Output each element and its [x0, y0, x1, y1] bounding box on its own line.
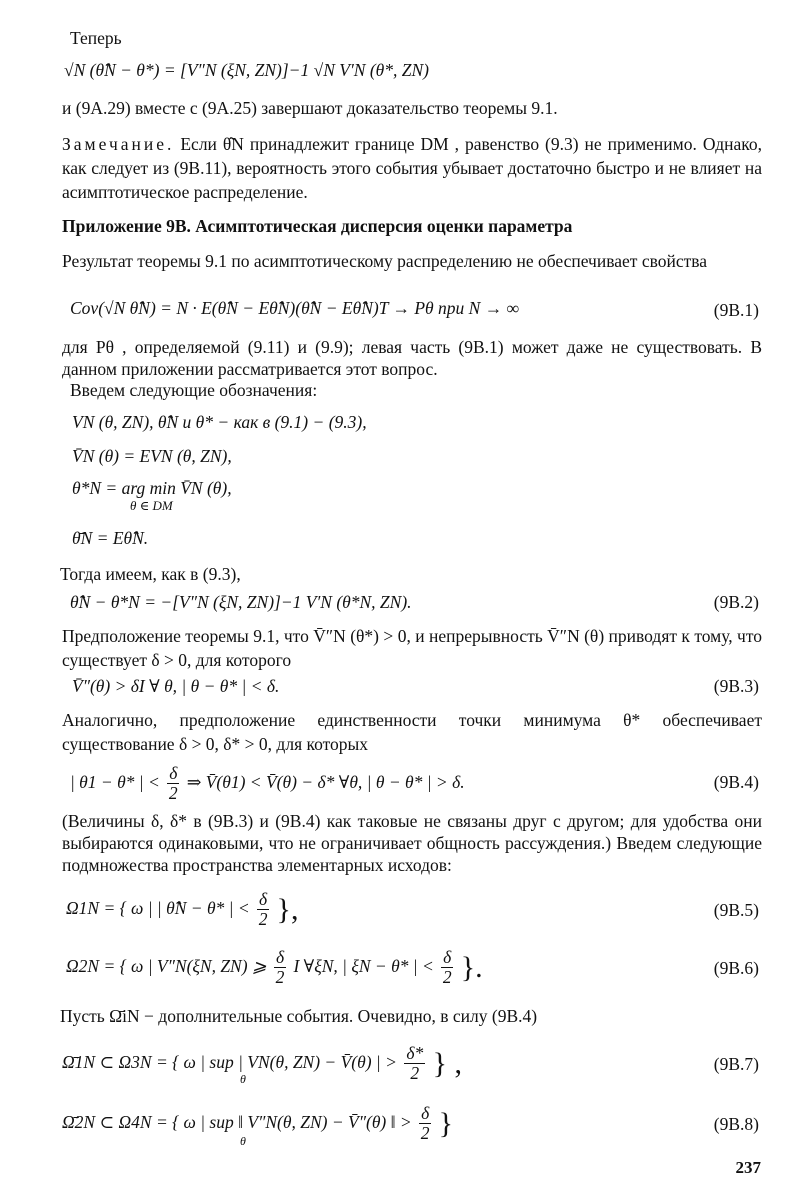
text-line: Введем следующие обозначения: [70, 380, 318, 400]
paragraph: Аналогично, предположение единственности точки минимума θ* обеспечивает существование δ > 0, δ* > 0, для которых [62, 710, 762, 754]
fraction [404, 1044, 425, 1084]
brace-close: }. [460, 950, 483, 984]
section-heading: Приложение 9В. Асимптотическая дисперсия оценки параметра [62, 216, 573, 236]
numerator: δ [169, 763, 178, 783]
fraction [167, 764, 179, 804]
equation-part: Ω̄1N ⊂ Ω3N = { ω | sup | VN(θ, ZN) − V̄(θ) | > [62, 1051, 397, 1072]
equation: √N (θ̂N − θ*) = [V″N (ξN, ZN)]−1 √N V′N (θ*, ZN) [64, 60, 429, 80]
equation-number: (9В.1) [713, 300, 759, 320]
paragraph: Предположение теоремы 9.1, что V̄″N (θ*) > 0, и непрерывность V̄″N (θ) приводят к тому, что существует δ > 0, для которого [62, 626, 762, 670]
equation [66, 890, 298, 930]
equation-part: Ω̄2N ⊂ Ω4N = { ω | sup ‖ V″N(θ, ZN) − V̄″(θ) ‖ > [62, 1111, 412, 1132]
sup-subscript: θ [240, 1134, 246, 1148]
equation-part: I ∀ξN, | ξN − θ* | < [293, 955, 434, 976]
numerator: δ* [406, 1043, 424, 1063]
equation-part: | θ1 − θ* | < [70, 771, 160, 792]
definition: θ*N = arg min V̄N (θ), [72, 478, 232, 498]
remark-text: Если θ̂N принадлежит границе DM , равенство (9.3) не применимо. Однако, как следует из (9В.11), вероятность этого события убывает достаточно быстро и не влияет на асимптотическое распределение. [62, 134, 763, 202]
denominator: 2 [410, 1063, 420, 1084]
text-line: Пусть Ω̄iN − дополнительные события. Очевидно, в силу (9В.4) [60, 1006, 538, 1026]
brace-close: } [438, 1106, 454, 1140]
text-line: Теперь [70, 28, 122, 48]
equation: Cov(√N θ̂N) = N · E(θ̂N − Eθ̂N)(θ̂N − Eθ̂N)T → Pθ при N → ∞ [70, 298, 520, 318]
paragraph: Результат теоремы 9.1 по асимптотическому распределению не обеспечивает свойства [62, 251, 708, 271]
numerator: δ [275, 947, 285, 967]
sup-subscript: θ [240, 1072, 246, 1086]
numerator: δ [443, 947, 452, 967]
fraction [441, 948, 453, 988]
denominator: 2 [168, 783, 178, 804]
equation-number: (9В.6) [713, 958, 759, 978]
fraction [274, 948, 286, 988]
equation-part: Ω2N = { ω | V″N(ξN, ZN) ⩾ [66, 955, 267, 976]
equation: θ̂N − θ*N = −[V″N (ξN, ZN)]−1 V′N (θ*N, ZN). [70, 592, 412, 612]
text-line: и (9А.29) вместе с (9А.25) завершают доказательство теоремы 9.1. [62, 98, 558, 118]
equation-part: Ω1N = { ω | | θ̂N − θ* | < [66, 897, 250, 918]
paragraph: (Величины δ, δ* в (9В.3) и (9В.4) как таковые не связаны друг с другом; для удобства они выбираются одинаковыми, что не ограничивает общность рассуждения.) Введем следующие подмножества пространства элементарных исходов: [62, 811, 762, 875]
brace-close: }, [276, 892, 299, 926]
equation [62, 1044, 462, 1084]
remark-word: Замечание. [62, 134, 175, 154]
equation-number: (9В.5) [713, 900, 759, 920]
definition: VN (θ, ZN), θ̂N и θ* − как в (9.1) − (9.3), [72, 412, 367, 432]
denominator: 2 [442, 967, 452, 988]
equation-number: (9В.2) [713, 592, 759, 612]
definition-subscript: θ ∈ DM [130, 498, 173, 513]
equation-number: (9В.7) [713, 1054, 759, 1074]
paragraph: для Pθ , определяемой (9.11) и (9.9); левая часть (9В.1) может даже не существовать. В данном приложении рассматривается этот вопрос. [62, 337, 762, 379]
numerator: δ [421, 1103, 430, 1123]
equation-number: (9В.4) [713, 772, 759, 792]
denominator: 2 [275, 967, 285, 988]
equation-number: (9В.8) [713, 1114, 759, 1134]
numerator: δ [259, 889, 268, 909]
equation [70, 764, 465, 804]
equation [62, 1104, 453, 1144]
remark-paragraph [62, 132, 762, 204]
fraction [257, 890, 269, 930]
denominator: 2 [420, 1123, 430, 1144]
equation: V̄″(θ) > δI ∀ θ, | θ − θ* | < δ. [72, 676, 280, 696]
page-number: 237 [735, 1158, 761, 1177]
equation [66, 948, 483, 988]
fraction [419, 1104, 431, 1144]
denominator: 2 [258, 909, 268, 930]
equation-part: ⇒ V̄(θ1) < V̄(θ) − δ* ∀θ, | θ − θ* | > δ. [186, 771, 465, 792]
text-line: Тогда имеем, как в (9.3), [60, 564, 241, 584]
equation-number: (9В.3) [713, 676, 759, 696]
definition: θ̄N = Eθ̂N. [72, 528, 149, 548]
definition: V̄N (θ) = EVN (θ, ZN), [72, 446, 232, 466]
brace-close: } , [432, 1046, 462, 1080]
